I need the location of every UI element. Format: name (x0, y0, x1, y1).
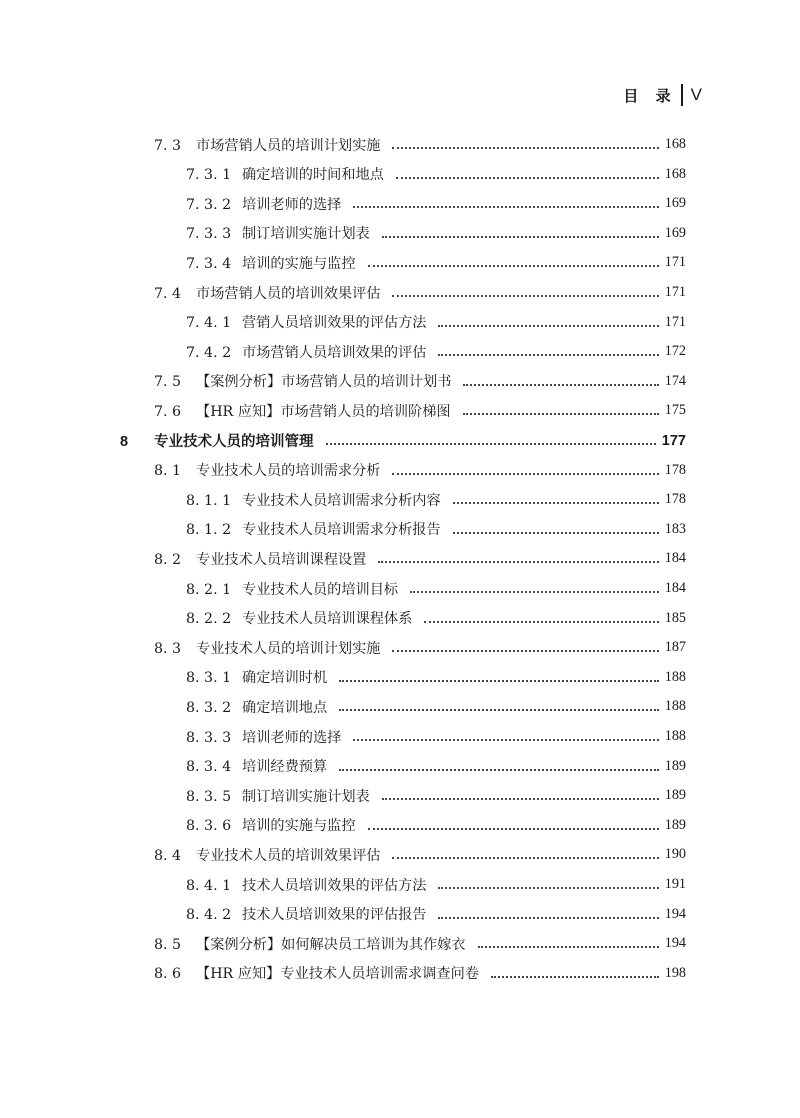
toc-entry-number: 8. 4 (154, 847, 182, 864)
toc-entry[interactable] (186, 248, 686, 277)
toc-entry[interactable] (154, 278, 686, 307)
toc-entry-number: 8 (120, 434, 129, 450)
toc-entry-label (186, 490, 441, 510)
toc-entry-label (154, 638, 380, 658)
toc-leader-dots (491, 975, 659, 978)
toc-entry-page: 177 (661, 432, 686, 449)
toc-entry-page: 184 (664, 550, 686, 567)
toc-entry-number: 8. 3 (154, 640, 182, 657)
toc-entry-label (154, 401, 451, 421)
toc-entry-page: 194 (664, 905, 686, 922)
toc-entry-page: 174 (664, 372, 686, 389)
toc-entry[interactable] (186, 752, 686, 781)
toc-entry-title: 专业技术人员培训课程设置 (196, 551, 367, 568)
toc-entry-label (186, 608, 412, 628)
toc-entry-number: 7. 3. 4 (186, 255, 232, 272)
toc-entry[interactable] (154, 130, 686, 159)
toc-entry[interactable] (186, 811, 686, 840)
toc-entry-label (154, 135, 380, 155)
toc-entry-title: 专业技术人员培训课程体系 (242, 611, 413, 628)
toc-entry-page: 168 (664, 165, 686, 182)
toc-entry[interactable] (186, 663, 686, 692)
toc-entry[interactable] (154, 456, 686, 485)
toc-entry[interactable] (186, 574, 686, 603)
toc-entry-label (154, 371, 451, 391)
toc-entry-number: 8. 1. 2 (186, 522, 232, 539)
toc-entry-number: 7. 4 (154, 285, 182, 302)
toc-entry-number: 7. 6 (154, 403, 182, 420)
toc-leader-dots (453, 501, 659, 504)
toc-leader-dots (392, 856, 658, 859)
toc-entry-page: 189 (664, 787, 686, 804)
toc-entry-label (186, 875, 426, 895)
toc-entry-label (186, 756, 327, 776)
toc-entry-title: 专业技术人员的培训需求分析 (196, 463, 381, 480)
toc-entry[interactable] (186, 900, 686, 929)
toc-entry[interactable] (154, 959, 686, 988)
toc-entry-page: 175 (664, 402, 686, 419)
toc-entry-page: 178 (664, 491, 686, 508)
toc-entry-title: 技术人员培训效果的评估报告 (242, 907, 427, 924)
toc-leader-dots (463, 383, 658, 386)
toc-entry[interactable] (186, 692, 686, 721)
toc-entry-label (186, 194, 341, 214)
toc-entry[interactable] (154, 544, 686, 573)
toc-entry-title: 制订培训实施计划表 (242, 788, 370, 805)
toc-entry[interactable] (186, 485, 686, 514)
toc-entry-label (186, 312, 426, 332)
toc-leader-dots (424, 620, 658, 623)
toc-leader-dots (478, 945, 659, 948)
toc-entry-number: 7. 3 (154, 137, 182, 154)
toc-leader-dots (396, 176, 659, 179)
toc-entry-label (186, 164, 384, 184)
toc-entry-number: 7. 4. 2 (186, 344, 232, 361)
toc-entry-number: 7. 5 (154, 374, 182, 391)
toc-entry-label (154, 283, 380, 303)
toc-leader-dots (438, 886, 658, 889)
toc-leader-dots (392, 472, 658, 475)
toc-entry-number: 7. 3. 3 (186, 226, 232, 243)
toc-entry-number: 8. 3. 3 (186, 729, 232, 746)
toc-entry-title: 市场营销人员培训效果的评估 (242, 344, 427, 361)
header-divider (681, 84, 683, 106)
toc-entry-label (186, 342, 426, 362)
toc-entry-title: 市场营销人员的培训效果评估 (196, 285, 381, 302)
toc-entry-number: 8. 5 (154, 936, 182, 953)
toc-leader-dots (392, 146, 658, 149)
toc-entry-title: 制订培训实施计划表 (242, 226, 370, 243)
toc-entry-number: 8. 2 (154, 551, 182, 568)
toc-entry[interactable] (154, 929, 686, 958)
toc-entry-page: 169 (664, 224, 686, 241)
toc-entry-title: 专业技术人员培训需求分析内容 (242, 492, 441, 509)
toc-entry-page: 168 (664, 136, 686, 152)
toc-entry-page: 169 (664, 195, 686, 212)
toc-entry-page: 187 (664, 639, 686, 656)
toc-entry[interactable] (186, 219, 686, 248)
toc-entry-label (186, 579, 398, 599)
toc-entry-page: 190 (664, 846, 686, 863)
toc-entry-page: 188 (664, 728, 686, 744)
toc-leader-dots (453, 531, 659, 534)
toc-leader-dots (392, 649, 658, 652)
toc-entry-label (120, 430, 314, 451)
toc-leader-dots (339, 679, 659, 682)
toc-entry-title: 培训经费预算 (242, 759, 328, 776)
toc-entry-number: 8. 1 (154, 463, 182, 480)
toc-entry-title: 【HR 应知】专业技术人员培训需求调查问卷 (196, 966, 479, 983)
toc-entry-label (186, 253, 356, 273)
toc-entry-label (186, 815, 356, 835)
toc-entry-title: 确定培训的时间和地点 (242, 167, 384, 184)
toc-entry-page: 171 (664, 254, 686, 271)
toc-leader-dots (353, 738, 658, 741)
toc-entry-title: 培训老师的选择 (242, 729, 342, 746)
toc-entry-label (154, 934, 466, 954)
toc-entry-title: 确定培训时机 (242, 670, 328, 687)
toc-entry-page: 198 (664, 964, 686, 981)
toc-entry-number: 8. 4. 1 (186, 877, 232, 894)
toc-entry-number: 8. 2. 1 (186, 581, 232, 598)
page-header (623, 83, 702, 107)
toc-leader-dots (438, 324, 658, 327)
toc-entry-title: 专业技术人员培训需求分析报告 (242, 522, 441, 539)
toc-entry-number: 8. 6 (154, 966, 182, 983)
toc-leader-dots (326, 442, 656, 445)
toc-entry-number: 8. 3. 6 (186, 818, 232, 835)
toc-entry-number: 8. 1. 1 (186, 492, 232, 509)
toc-entry-number: 7. 4. 1 (186, 315, 232, 332)
toc-entry-page: 178 (664, 461, 686, 478)
toc-entry-number: 8. 3. 4 (186, 759, 232, 776)
toc-entry-label (154, 963, 479, 983)
toc-entry-page: 189 (664, 757, 686, 774)
header-page-number: V (690, 85, 702, 104)
header-title: 目 录 (623, 86, 677, 105)
toc-entry[interactable] (186, 308, 686, 337)
toc-entry-title: 【案例分析】如何解决员工培训为其作嫁衣 (196, 936, 466, 953)
toc-leader-dots (392, 294, 658, 297)
toc-entry-label (186, 697, 327, 717)
toc-entry-title: 培训的实施与监控 (242, 255, 356, 272)
toc-entry-label (154, 549, 366, 569)
toc-entry[interactable] (186, 781, 686, 810)
toc-entry[interactable] (186, 722, 686, 751)
toc-entry-title: 专业技术人员的培训管理 (154, 434, 314, 450)
toc-entry-number: 8. 3. 2 (186, 699, 232, 716)
toc-entry-number: 7. 3. 2 (186, 196, 232, 213)
toc-entry-number: 8. 4. 2 (186, 907, 232, 924)
toc-entry-page: 194 (664, 935, 686, 952)
toc-entry-page: 171 (664, 313, 686, 330)
toc-entry[interactable] (154, 396, 686, 425)
toc-entry-label (154, 845, 380, 865)
toc-entry-title: 确定培训地点 (242, 699, 328, 716)
toc-entry[interactable] (186, 870, 686, 899)
toc-leader-dots (382, 235, 659, 238)
toc-entry-title: 【HR 应知】市场营销人员的培训阶梯图 (196, 403, 451, 420)
toc-entry-page: 184 (664, 580, 686, 596)
toc-entry-page: 188 (664, 698, 686, 715)
toc-entry-title: 专业技术人员的培训计划实施 (196, 640, 381, 657)
toc-entry-number: 8. 3. 1 (186, 670, 232, 687)
toc-entry-title: 市场营销人员的培训计划实施 (196, 137, 381, 154)
toc-entry-page: 191 (664, 876, 686, 892)
toc-entry-title: 营销人员培训效果的评估方法 (242, 315, 427, 332)
toc-entry-label (186, 904, 426, 924)
toc-entry[interactable] (186, 160, 686, 189)
toc-entry-page: 189 (664, 816, 686, 833)
toc-leader-dots (368, 827, 659, 830)
toc-entry-number: 8. 3. 5 (186, 788, 232, 805)
toc-entry[interactable] (154, 367, 686, 396)
toc-entry[interactable] (154, 840, 686, 869)
toc-entry[interactable] (154, 633, 686, 662)
toc-leader-dots (463, 412, 659, 415)
toc-entry-number: 7. 3. 1 (186, 167, 232, 184)
toc-entry-page: 183 (664, 520, 686, 537)
toc-entry-label (186, 786, 370, 806)
toc-entry[interactable] (186, 604, 686, 633)
toc-leader-dots (353, 205, 658, 208)
toc-entry-page: 171 (664, 284, 686, 300)
toc-entry[interactable] (120, 426, 686, 455)
toc-entry[interactable] (186, 189, 686, 218)
toc-entry-title: 培训的实施与监控 (242, 818, 356, 835)
toc-entry-label (186, 223, 370, 243)
toc-leader-dots (368, 264, 659, 267)
toc-leader-dots (438, 916, 658, 919)
toc-leader-dots (339, 708, 659, 711)
toc-entry-page: 185 (664, 609, 686, 626)
toc-leader-dots (339, 768, 659, 771)
toc-entry-title: 培训老师的选择 (242, 196, 342, 213)
toc-entry-page: 188 (664, 668, 686, 685)
toc-leader-dots (438, 353, 658, 356)
toc-entry-title: 专业技术人员的培训效果评估 (196, 847, 381, 864)
toc-leader-dots (382, 797, 659, 800)
toc-entry-label (186, 667, 327, 687)
toc-entry-number: 8. 2. 2 (186, 611, 232, 628)
toc-leader-dots (378, 560, 658, 563)
toc-entry-title: 【案例分析】市场营销人员的培训计划书 (196, 374, 452, 391)
toc-entry[interactable] (186, 515, 686, 544)
toc-entry-label (186, 519, 441, 539)
toc-entry-page: 172 (664, 343, 686, 360)
toc-entry-title: 技术人员培训效果的评估方法 (242, 877, 427, 894)
toc-entry-label (186, 727, 341, 747)
toc-entry-label (154, 460, 380, 480)
toc-leader-dots (410, 590, 659, 593)
toc-entry-title: 专业技术人员的培训目标 (242, 581, 399, 598)
toc-entry[interactable] (186, 337, 686, 366)
